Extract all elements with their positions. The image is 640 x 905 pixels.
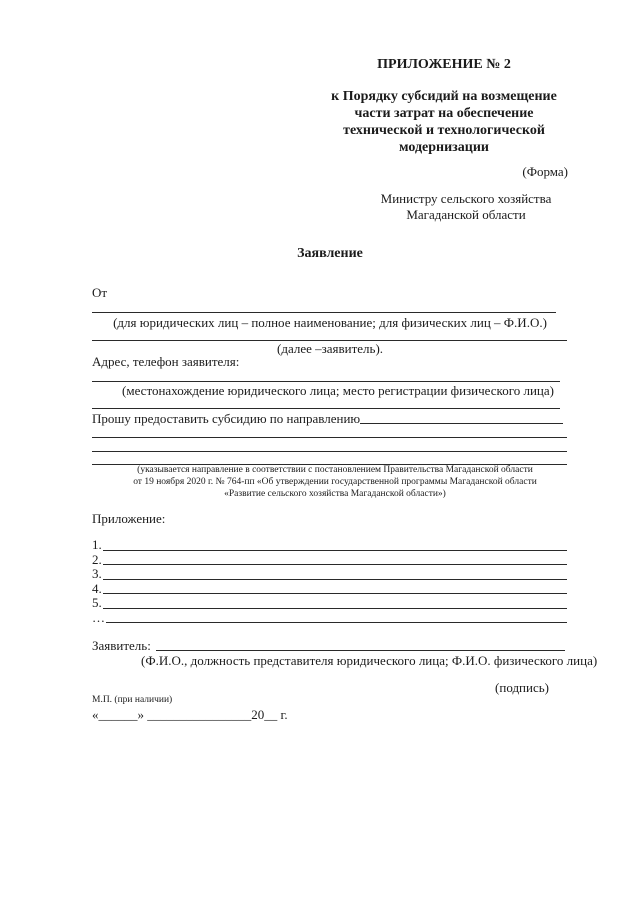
appendix-subtitle-line: технической и технологической — [343, 123, 545, 138]
addressee-line: Магаданской области — [406, 207, 526, 222]
attachment-fill-line — [103, 582, 567, 595]
addressee-line: Министру сельского хозяйства — [380, 191, 552, 206]
attachments-label: Приложение: — [92, 511, 166, 526]
attachment-number: 2. — [92, 551, 102, 567]
address-hint: (местонахождение юридического лица; место регистрации физического лица) — [122, 383, 554, 398]
attachment-number: … — [92, 609, 105, 625]
attachments-list — [92, 538, 567, 625]
form-label: (Форма) — [522, 164, 568, 179]
date-line: «______» ________________20__ г. — [92, 707, 288, 722]
appendix-subtitle — [300, 88, 588, 156]
address-line-2 — [92, 408, 560, 409]
list-item — [92, 553, 567, 568]
signature-hint: (подпись) — [495, 680, 549, 695]
attachment-fill-line — [106, 611, 567, 624]
appendix-title: ПРИЛОЖЕНИЕ № 2 — [377, 57, 511, 72]
applicant-name-line — [92, 312, 556, 313]
appendix-subtitle-line: модернизации — [399, 140, 489, 155]
request-hint-line: от 19 ноября 2020 г. № 764-пп «Об утверждении государственной программы Магаданской области — [133, 477, 537, 487]
addressee — [366, 191, 566, 223]
applicant-signature-fill-line — [156, 638, 565, 651]
request-hint — [92, 464, 578, 500]
appendix-subtitle-line: части затрат на обеспечение — [354, 106, 534, 121]
list-item — [92, 567, 567, 582]
request-row — [92, 411, 563, 427]
attachment-number: 1. — [92, 537, 102, 552]
applicant-signature-hint: (Ф.И.О., должность представителя юридического лица; Ф.И.О. физического лица) — [141, 653, 598, 668]
applicant-signature-label: Заявитель: — [92, 638, 151, 653]
list-item — [92, 538, 567, 553]
request-fill-line — [360, 411, 563, 424]
address-label: Адрес, телефон заявителя: — [92, 354, 240, 369]
attachment-number: 3. — [92, 566, 102, 581]
stamp-note: М.П. (при наличии) — [92, 695, 173, 705]
attachment-number: 5. — [92, 595, 102, 610]
request-label: Прошу предоставить субсидию по направлению — [92, 411, 361, 426]
request-hint-line: «Развитие сельского хозяйства Магаданской области») — [224, 489, 446, 499]
request-line — [92, 451, 567, 452]
attachment-fill-line — [103, 538, 567, 551]
address-line — [92, 381, 560, 382]
list-item — [92, 596, 567, 611]
attachment-number: 4. — [92, 580, 102, 596]
request-hint-line: (указывается направление в соответствии с постановлением Правительства Магаданской области — [137, 465, 533, 475]
hereinafter-note: (далее –заявитель). — [277, 341, 384, 356]
attachment-fill-line — [103, 596, 567, 609]
from-label: От — [92, 285, 108, 300]
list-item — [92, 611, 567, 626]
attachment-fill-line — [103, 553, 567, 566]
request-line — [92, 437, 567, 438]
attachment-fill-line — [103, 567, 567, 580]
appendix-subtitle-line: к Порядку субсидий на возмещение — [331, 89, 557, 104]
document-title: Заявление — [297, 246, 363, 261]
applicant-signature-row — [92, 638, 565, 654]
applicant-name-hint: (для юридических лиц – полное наименование; для физических лиц – Ф.И.О.) — [113, 315, 547, 330]
list-item — [92, 582, 567, 597]
